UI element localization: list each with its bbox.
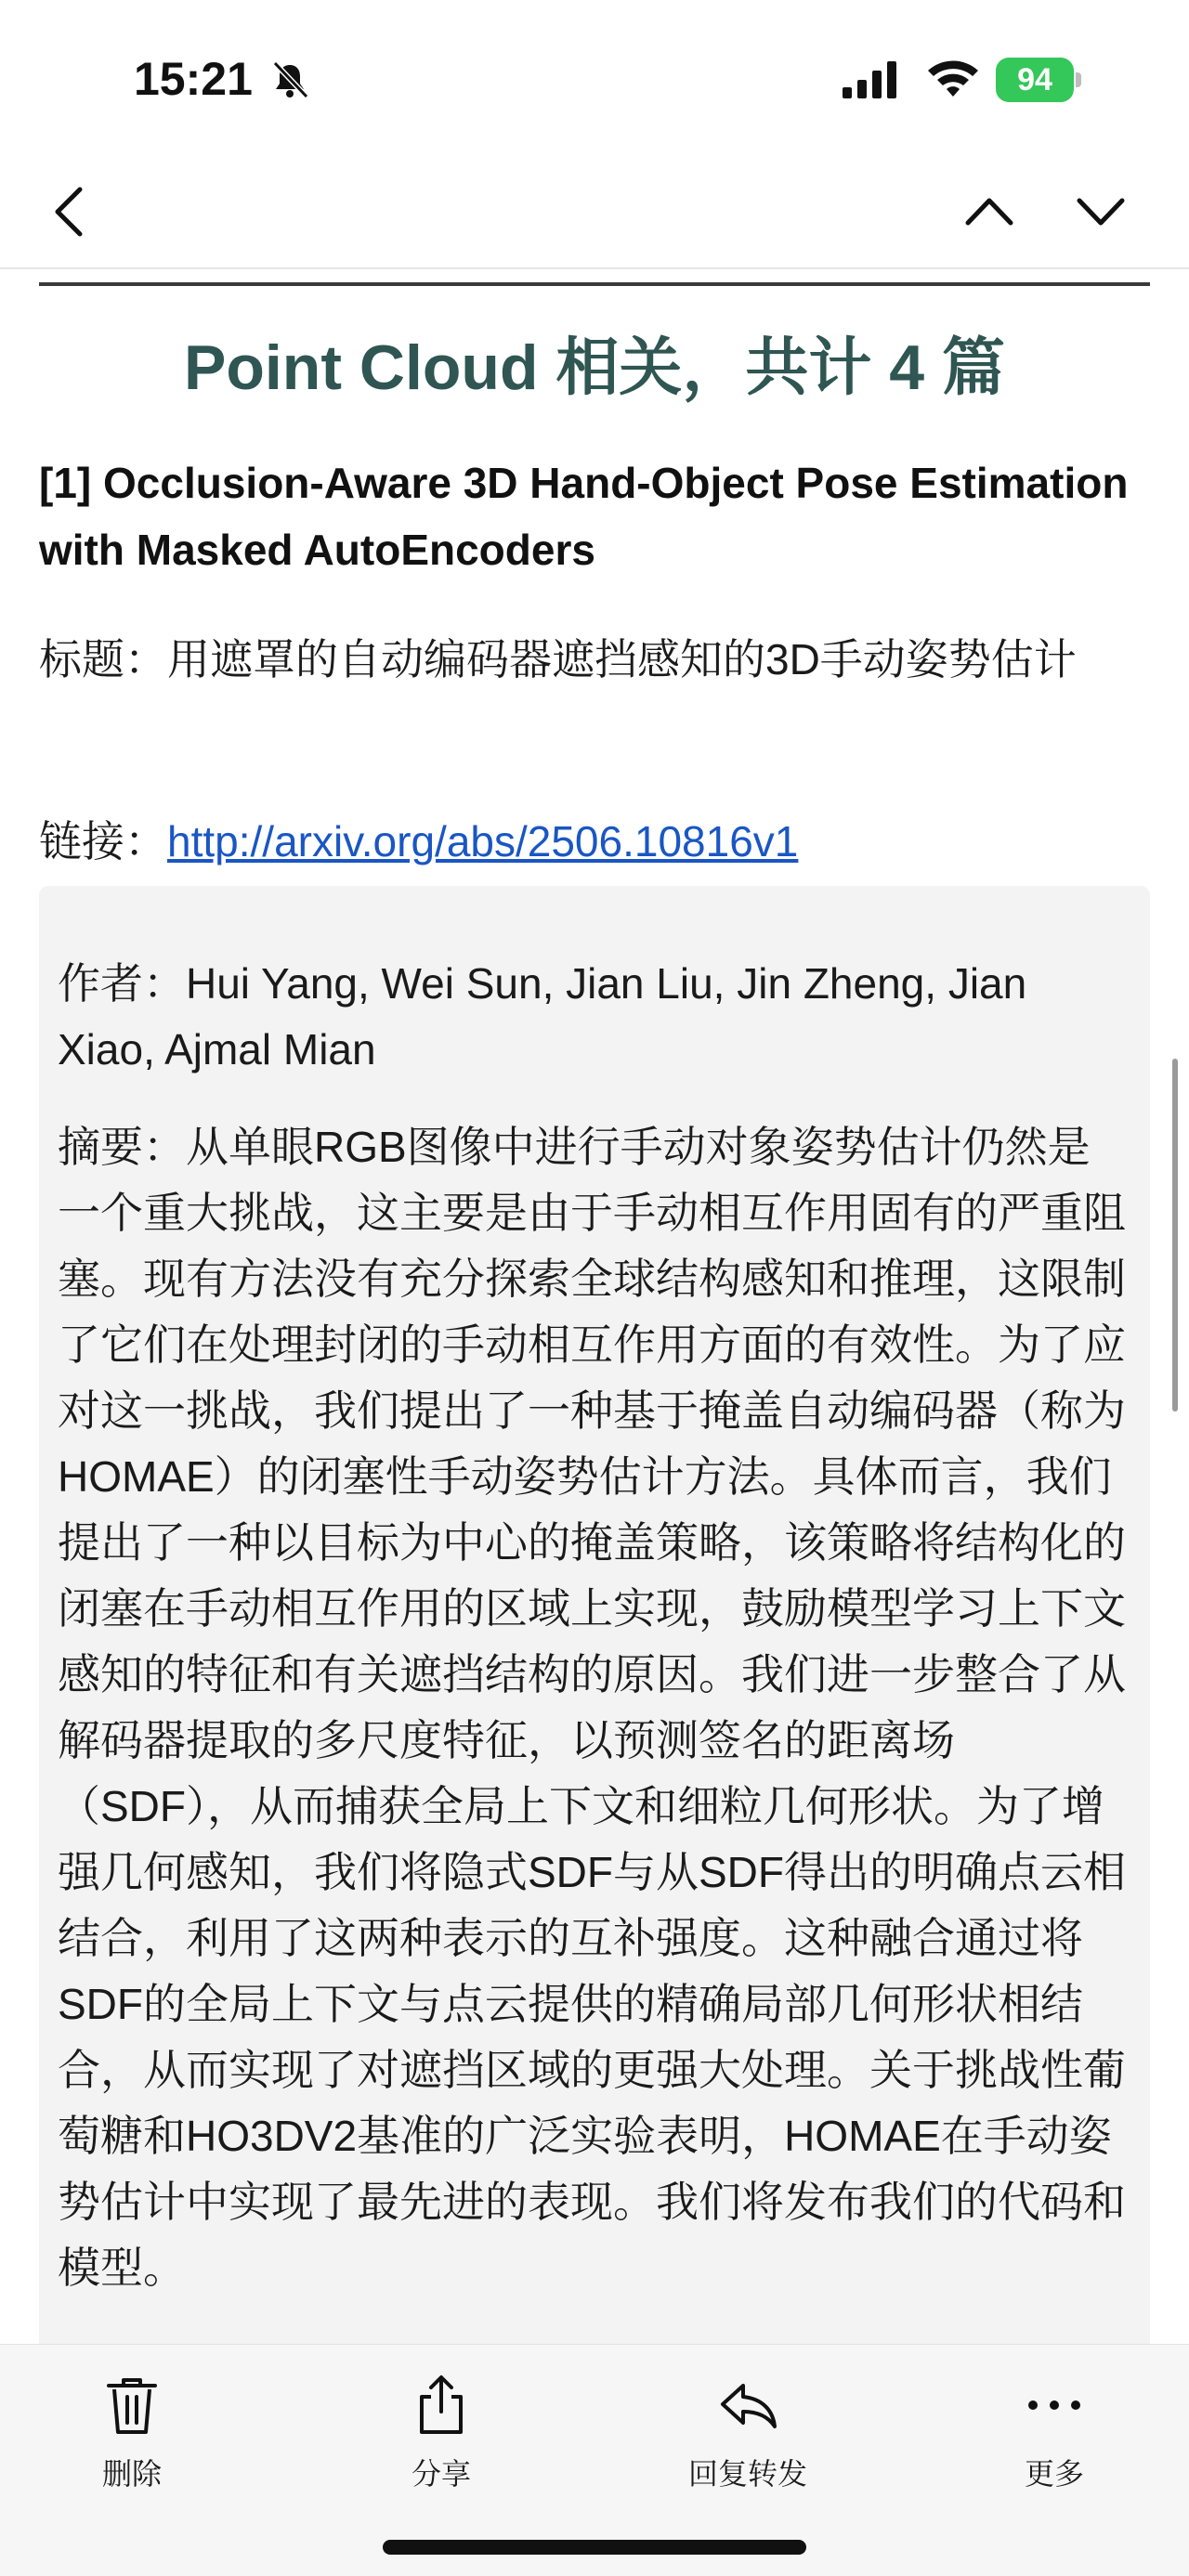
home-indicator[interactable] — [383, 2540, 806, 2555]
trash-icon — [99, 2373, 164, 2438]
chevron-down-icon[interactable] — [1074, 189, 1128, 232]
abstract-box — [39, 886, 1150, 2344]
reply-icon — [715, 2373, 780, 2438]
more-label: 更多 — [1024, 2457, 1084, 2491]
section-title: Point Cloud 相关，共计 4 篇 — [184, 332, 1005, 403]
abstract-text: 从单眼RGB图像中进行手动对象姿势估计仍然是一个重大挑战，这主要是由于手动相互作用固有的严重阻塞。现有方法没有充分探索全球结构感知和推理，这限制了它们在处理封闭的手动相互作用方面的有效性。为了应对这一挑战，我们提出了一种基于掩盖自动编码器（称为HOMAE）的闭塞性手动姿势估计方法。具体而言，我们提出了一种以目标为中心的掩盖策略，该策略将结构化的闭塞在手动相互作用的区域上实现，鼓励模型学习上下文感知的特征和有关遮挡结构的原因。我们进一步整合了从解码器提取的多尺度特征，以预测签名的距离场（SDF），从而捕获全局上下文和细粒几何形状。为了增强几何感知，我们将隐式SDF与从SDF得出的明确点云相结合，利用了这两种表示的互补强度。这种融合通过将SDF的全局上下文与点云提供的精确局部几何形状相结合，从而实现了对遮挡区域的更强大处理。关于挑战性葡萄糖和HO3DV2基准的广泛实验表明，HOMAE在手动姿势估计中实现了最先进的表现。我们将发布我们的代码和模型。 — [58, 1123, 1126, 2292]
authors-label: 作者： — [58, 959, 186, 1008]
paper-title: [1] Occlusion-Aware 3D Hand-Object Pose Estimation with Masked AutoEncoders — [39, 459, 1129, 574]
authors: Hui Yang, Wei Sun, Jian Liu, Jin Zheng, Jian Xiao, Ajmal Mian — [58, 959, 1027, 1073]
wifi-icon — [924, 56, 982, 100]
paper-zh-title — [39, 626, 1150, 693]
more-icon — [1022, 2373, 1087, 2438]
divider — [39, 282, 1150, 286]
share-label: 分享 — [411, 2457, 471, 2491]
chevron-left-icon[interactable] — [46, 182, 93, 241]
abstract-line — [58, 1114, 1131, 2301]
abstract-label: 摘要： — [58, 1123, 186, 1171]
delete-label: 删除 — [101, 2457, 162, 2491]
reply-forward-button[interactable] — [664, 2373, 831, 2503]
bell-slash-icon — [269, 59, 310, 100]
share-button[interactable] — [358, 2373, 525, 2503]
link-label: 链接： — [39, 817, 167, 865]
share-icon — [409, 2373, 474, 2438]
title-label: 标题： — [39, 635, 167, 683]
status-bar — [0, 0, 1189, 158]
title-zh: 用遮罩的自动编码器遮挡感知的3D手动姿势估计 — [167, 635, 1077, 683]
cellular-signal-icon — [841, 59, 906, 100]
bottom-toolbar — [0, 2344, 1189, 2576]
chevron-up-icon[interactable] — [962, 189, 1016, 232]
email-content — [0, 271, 1189, 2344]
battery-nub — [1076, 72, 1081, 87]
battery-indicator — [996, 58, 1081, 102]
battery-level: 94 — [996, 58, 1074, 102]
paper-link-line — [39, 808, 1150, 875]
status-time: 15:21 — [134, 53, 253, 105]
authors-line — [58, 951, 1131, 1083]
scrollbar[interactable] — [1172, 1059, 1178, 1412]
delete-button[interactable] — [48, 2373, 216, 2503]
paper-link[interactable]: http://arxiv.org/abs/2506.10816v1 — [167, 817, 799, 865]
reply-label: 回复转发 — [687, 2457, 807, 2491]
more-button[interactable] — [971, 2373, 1138, 2503]
nav-bar — [0, 158, 1189, 269]
